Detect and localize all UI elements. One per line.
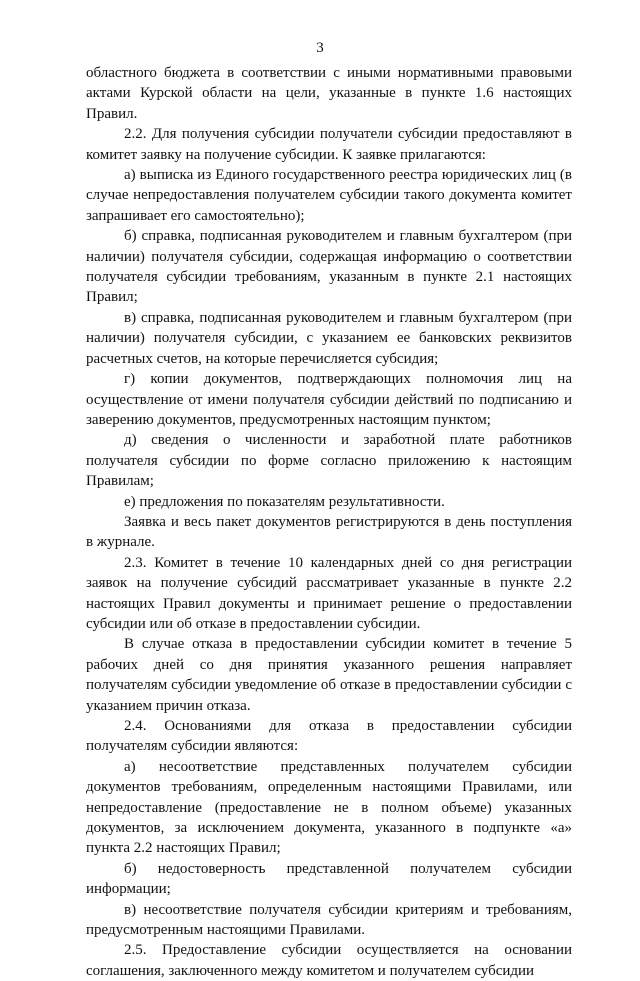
paragraph-2-4-v: в) несоответствие получателя субсидии критериям и требованиям, предусмотренным настоящими Правилами. xyxy=(86,901,572,939)
paragraph-2-2-e: е) предложения по показателям результативности. xyxy=(124,493,445,510)
paragraph-2-4-a: а) несоответствие представленных получателем субсидии документов требованиям, определенным настоящими Правилами, или непредоставление (предоставление не в полном объеме) указанных документов, за исключением документа, указанного в подпункте «а» пункта 2.2 настоящих Правил; xyxy=(86,758,572,857)
paragraph-2-3: 2.3. Комитет в течение 10 календарных дней со дня регистрации заявок на получение субсидий рассматривает указанные в пункте 2.2 настоящих Правил документы и принимает решение о предоставлении субсидии или об отказе в предоставлении субсидии. xyxy=(86,554,572,632)
paragraph-2-2-v: в) справка, подписанная руководителем и главным бухгалтером (при наличии) получателя субсидии, с указанием ее банковских реквизитов расчетных счетов, на которые перечисляется субсидия; xyxy=(86,309,572,367)
paragraph-2-4: 2.4. Основаниями для отказа в предоставлении субсидии получателям субсидии являются: xyxy=(86,718,572,755)
paragraph-refusal-notice: В случае отказа в предоставлении субсидии комитет в течение 5 рабочих дней со дня принятия указанного решения направляет получателям субсидии уведомление об отказе в предоставлении субсидии с указанием причин отказа. xyxy=(86,636,572,714)
page-number: 3 xyxy=(316,40,324,56)
paragraph-2-2-d: д) сведения о численности и заработной плате работников получателя субсидии по форме согласно приложению к настоящим Правилам; xyxy=(86,432,572,490)
document-body xyxy=(86,63,572,981)
paragraph-2-2-g: г) копии документов, подтверждающих полномочия лиц на осуществление от имени получателя субсидии действий по подписанию и заверению документов, предусмотренных настоящим пунктом; xyxy=(86,371,572,428)
paragraph-2-2: 2.2. Для получения субсидии получатели субсидии предоставляют в комитет заявку на получение субсидии. К заявке прилагаются: xyxy=(86,126,572,163)
paragraph-2-2-b: б) справка, подписанная руководителем и главным бухгалтером (при наличии) получателя субсидии, содержащая информацию о соответствии получателя субсидии требованиям, указанным в пункте 2.1 настоящих Правил; xyxy=(86,228,572,306)
paragraph-budget-continuation: областного бюджета в соответствии с иными нормативными правовыми актами Курской области на цели, указанные в пункте 1.6 настоящих Правил. xyxy=(86,65,572,122)
paragraph-registration: Заявка и весь пакет документов регистрируются в день поступления в журнале. xyxy=(86,513,572,551)
paragraph-2-5: 2.5. Предоставление субсидии осуществляется на основании соглашения, заключенного между комитетом и получателем субсидии xyxy=(86,942,572,979)
paragraph-2-2-a: а) выписка из Единого государственного реестра юридических лиц (в случае непредоставления получателем субсидии такого документа комитет запрашивает его самостоятельно); xyxy=(86,167,572,224)
paragraph-2-4-b: б) недостоверность представленной получателем субсидии информации; xyxy=(86,860,572,898)
